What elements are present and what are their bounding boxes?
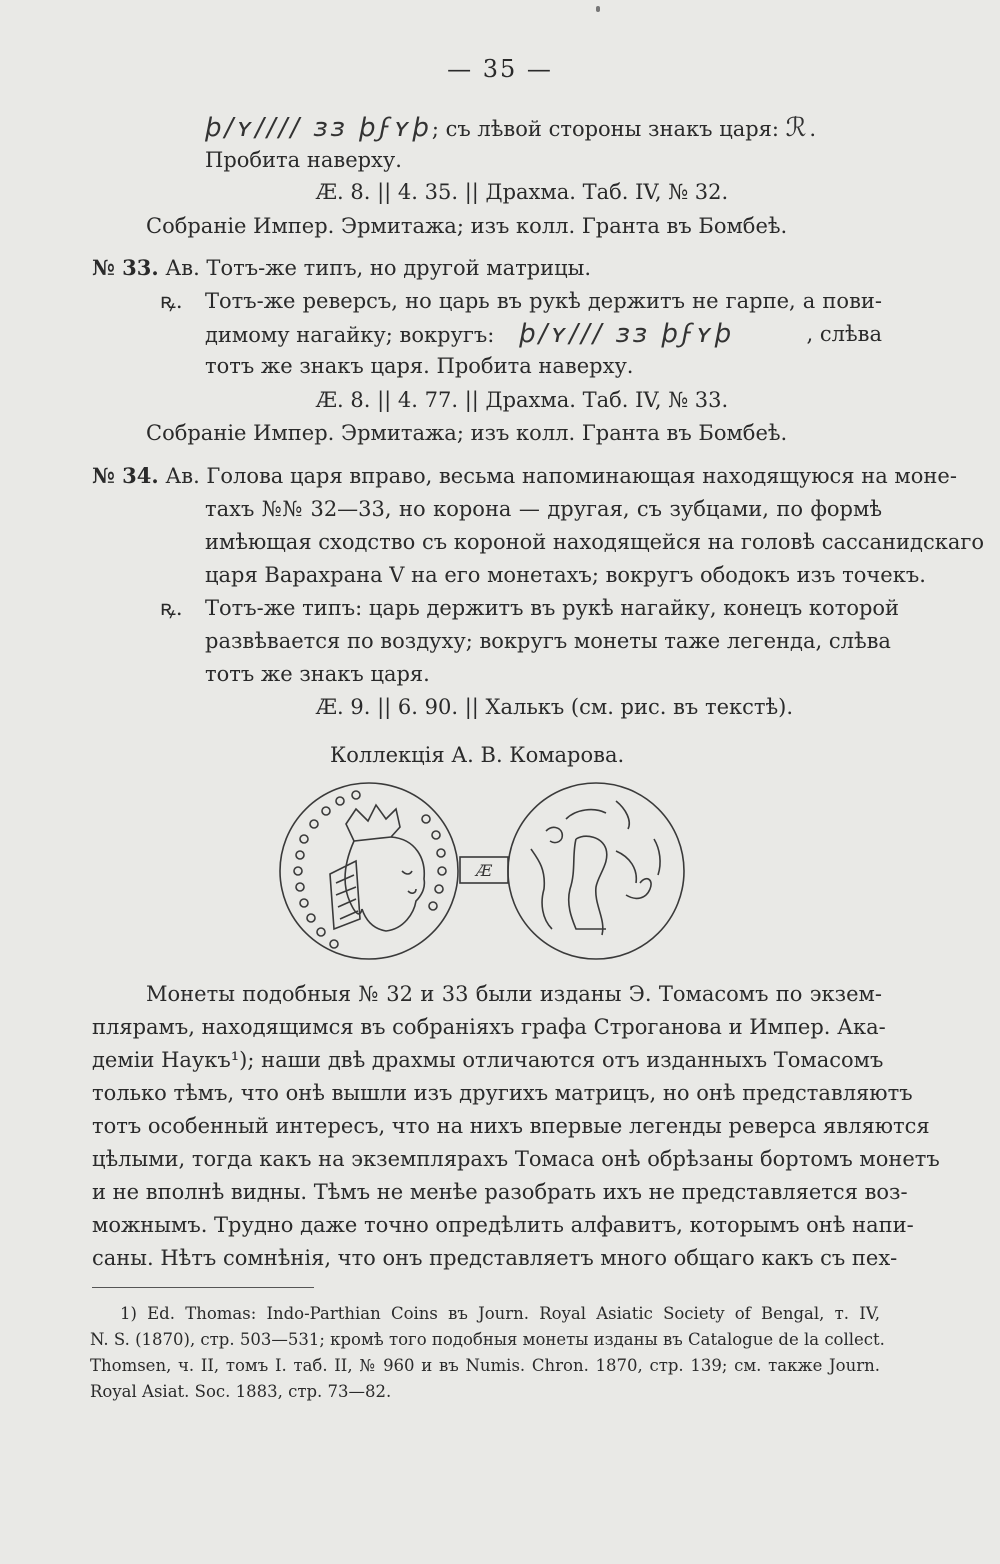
body-line-8: можнымъ. Трудно даже точно опредѣлить алфавитъ, которымъ онѣ напи- bbox=[92, 1213, 914, 1237]
entry-number-34: № 34. bbox=[92, 463, 159, 488]
entry-33-rev-line-2-end: , слѣва bbox=[806, 322, 882, 346]
body-line-7: и не вполнѣ видны. Тѣмъ не менѣе разобрать ихъ не представляется воз- bbox=[92, 1180, 908, 1204]
entry-34-av-1: Ав. Голова царя вправо, весьма напоминающая находящуюся на моне- bbox=[165, 464, 957, 488]
entry-33-legend-inscription: ϸ∕ʏ∕∕∕ ɜɜ ϸϝʏϸ bbox=[519, 319, 735, 349]
entry-33-rev-line-1: Тотъ-же реверсъ, но царь въ рукѣ держитъ не гарпе, а пови- bbox=[205, 289, 882, 313]
pierced-note: Пробита наверху. bbox=[205, 148, 402, 172]
footnote-rule bbox=[92, 1287, 314, 1288]
entry-34-av-line-3: имѣющая сходство съ короной находящейся на головѣ сассанидскаго bbox=[205, 530, 984, 554]
entry-number-33: № 33. bbox=[92, 255, 159, 280]
coin-obverse bbox=[280, 783, 458, 959]
metrics-32: Æ. 8. || 4. 35. || Драхма. Таб. IV, № 32. bbox=[316, 180, 729, 204]
coin-metal-label: Æ bbox=[476, 861, 493, 880]
ink-speck bbox=[596, 6, 600, 12]
body-line-1: Монеты подобныя № 32 и 33 были изданы Э. Томасомъ по экзем- bbox=[146, 982, 882, 1006]
metrics-34: Æ. 9. || 6. 90. || Халькъ (см. рис. въ текстѣ). bbox=[316, 695, 794, 719]
body-line-2: плярамъ, находящимся въ собраніяхъ графа Строганова и Импер. Ака- bbox=[92, 1015, 886, 1039]
entry-34-rev-line-1: Тотъ-же типъ: царь держитъ въ рукѣ нагайку, конецъ которой bbox=[205, 596, 900, 620]
footnote-line-4: Royal Asiat. Soc. 1883, стр. 73—82. bbox=[90, 1382, 392, 1401]
footnote-line-3: Thomsen, ч. II, томъ I. таб. II, № 960 и въ Numis. Chron. 1870, стр. 139; см. также Journ. bbox=[90, 1356, 880, 1375]
footnote-line-2: N. S. (1870), стр. 503—531; кромѣ того подобныя монеты изданы въ Catalogue de la collect. bbox=[90, 1330, 885, 1349]
legend-line-text: ; съ лѣвой стороны знакъ царя: bbox=[431, 117, 779, 141]
entry-33-rev-line-2-text: димому нагайку; вокругъ: bbox=[205, 323, 495, 347]
metrics-33: Æ. 8. || 4. 77. || Драхма. Таб. IV, № 33. bbox=[316, 388, 729, 412]
king-head-profile bbox=[330, 805, 424, 931]
reverse-figure bbox=[531, 801, 660, 935]
footnote-line-1: 1) Ed. Thomas: Indo-Parthian Coins въ Journ. Royal Asiatic Society of Bengal, т. IV, bbox=[120, 1304, 880, 1323]
body-line-4: только тѣмъ, что онѣ вышли изъ другихъ матрицъ, но онѣ представляютъ bbox=[92, 1081, 913, 1105]
entry-33-rev-line-2 bbox=[205, 320, 882, 349]
legend-line: ϸ∕ʏ∕∕∕∕ ɜɜ ϸϝʏϸ; съ лѣвой стороны знакъ царя: ℛ. bbox=[205, 113, 817, 143]
entry-34-av-line-2: тахъ №№ 32—33, но корона — другая, съ зубцами, по формѣ bbox=[205, 497, 882, 521]
body-line-9: саны. Нѣтъ сомнѣнія, что онъ представляетъ много общаго какъ съ пех- bbox=[92, 1246, 898, 1270]
entry-33-av: Ав. Тотъ-же типъ, но другой матрицы. bbox=[165, 256, 592, 280]
entry-33-rev-mark: ꝶ. bbox=[160, 289, 183, 313]
legend-inscription: ϸ∕ʏ∕∕∕∕ ɜɜ ϸϝʏϸ bbox=[205, 113, 432, 143]
body-line-5: тотъ особенный интересъ, что на нихъ впервые легенды реверса являются bbox=[92, 1114, 930, 1138]
entry-34-av-line-4: царя Варахрана V на его монетахъ; вокругъ ободокъ изъ точекъ. bbox=[205, 563, 926, 587]
king-sign-glyph: ℛ bbox=[785, 113, 810, 143]
entry-33-av-line bbox=[92, 254, 591, 282]
entry-34-rev-line-2: развѣвается по воздуху; вокругъ монеты таже легенда, слѣва bbox=[205, 629, 891, 653]
coin-illustration bbox=[276, 779, 701, 965]
entry-34-rev-line-3: тотъ же знакъ царя. bbox=[205, 662, 430, 686]
collection-34: Коллекція А. В. Комарова. bbox=[330, 743, 625, 767]
obverse-dot-border bbox=[294, 791, 446, 948]
body-line-6: цѣлыми, тогда какъ на экземплярахъ Томаса онѣ обрѣзаны бортомъ монетъ bbox=[92, 1147, 940, 1171]
collection-32: Собраніе Импер. Эрмитажа; изъ колл. Гранта въ Бомбеѣ. bbox=[146, 214, 788, 238]
entry-34-rev-mark: ꝶ. bbox=[160, 596, 183, 620]
entry-33-rev-line-3: тотъ же знакъ царя. Пробита наверху. bbox=[205, 354, 634, 378]
entry-34-av-line-1 bbox=[92, 462, 957, 490]
collection-33: Собраніе Импер. Эрмитажа; изъ колл. Гранта въ Бомбеѣ. bbox=[146, 421, 788, 445]
body-line-3: деміи Наукъ¹); наши двѣ драхмы отличаются отъ изданныхъ Томасомъ bbox=[92, 1048, 884, 1072]
page-number: — 35 — bbox=[447, 55, 553, 83]
